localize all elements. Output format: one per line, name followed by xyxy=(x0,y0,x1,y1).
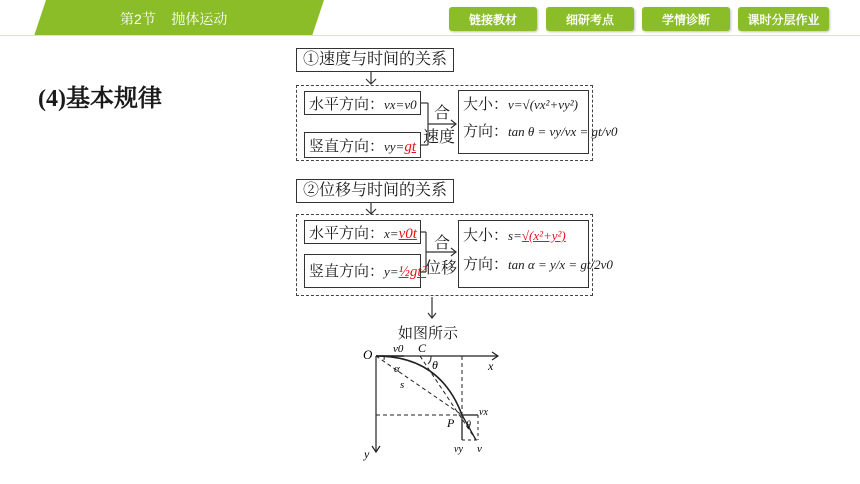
displacement-magnitude-label: 大小： xyxy=(463,228,509,244)
displacement-vertical-red: ½gt² xyxy=(398,264,426,280)
velocity-vertical-prefix: vy= xyxy=(384,139,405,154)
figure-caption: 如图所示 xyxy=(398,326,459,342)
velocity-magnitude-label: 大小： xyxy=(463,97,509,113)
velocity-vertical-label: 竖直方向： xyxy=(309,139,385,155)
label-vx: vx xyxy=(479,407,488,418)
nav-button-key-points[interactable]: 细研考点 xyxy=(546,7,634,31)
label-s: s xyxy=(400,379,405,391)
nav-button-homework[interactable]: 课时分层作业 xyxy=(738,7,829,31)
velocity-combine-bottom: 速度 xyxy=(423,129,456,146)
label-theta: θ xyxy=(432,358,438,372)
label-x: x xyxy=(488,359,494,373)
displacement-horizontal-label: 水平方向： xyxy=(309,226,385,242)
label-v0: v0 xyxy=(393,343,404,355)
displacement-vertical-prefix: y= xyxy=(384,264,399,279)
label-origin: O xyxy=(363,347,373,362)
displacement-direction-label: 方向： xyxy=(463,257,509,273)
label-y: y xyxy=(364,447,370,461)
nav-button-diagnosis[interactable]: 学情诊断 xyxy=(642,7,730,31)
velocity-horizontal-label: 水平方向： xyxy=(309,97,385,113)
displacement-combine-top: 合 xyxy=(434,235,451,252)
velocity-direction-label: 方向： xyxy=(463,124,509,140)
label-c: C xyxy=(418,341,427,355)
displacement-horizontal-red: v0t xyxy=(398,226,417,242)
displacement-vertical-label: 竖直方向： xyxy=(309,264,385,280)
label-vy: vy xyxy=(454,444,463,455)
velocity-vertical-red: gt xyxy=(404,139,416,155)
displacement-horizontal-prefix: x= xyxy=(384,226,399,241)
nav-button-textbook[interactable]: 链接教材 xyxy=(449,7,537,31)
velocity-combine-top: 合 xyxy=(434,105,451,122)
label-theta-2: θ xyxy=(466,420,471,431)
velocity-magnitude-formula: v=√(vx²+vy²) xyxy=(508,97,578,112)
velocity-direction-formula: tan θ = vy/vx = gt/v0 xyxy=(508,124,618,139)
label-alpha: α xyxy=(394,363,400,375)
displacement-magnitude-red: √(x²+y²) xyxy=(521,228,566,243)
section-title: (4)基本规律 xyxy=(38,86,162,112)
label-p: P xyxy=(447,416,455,430)
displacement-direction-formula: tan α = y/x = gt/2v0 xyxy=(508,257,613,272)
velocity-heading: ①速度与时间的关系 xyxy=(296,48,454,72)
displacement-combine-bottom: 位移 xyxy=(425,260,458,277)
displacement-magnitude-prefix: s= xyxy=(508,228,522,243)
section-label: 第2节 抛体运动 xyxy=(120,11,228,27)
displacement-heading: ②位移与时间的关系 xyxy=(296,179,454,203)
velocity-horizontal-formula: vx=v0 xyxy=(384,97,417,112)
label-v: v xyxy=(477,443,482,455)
